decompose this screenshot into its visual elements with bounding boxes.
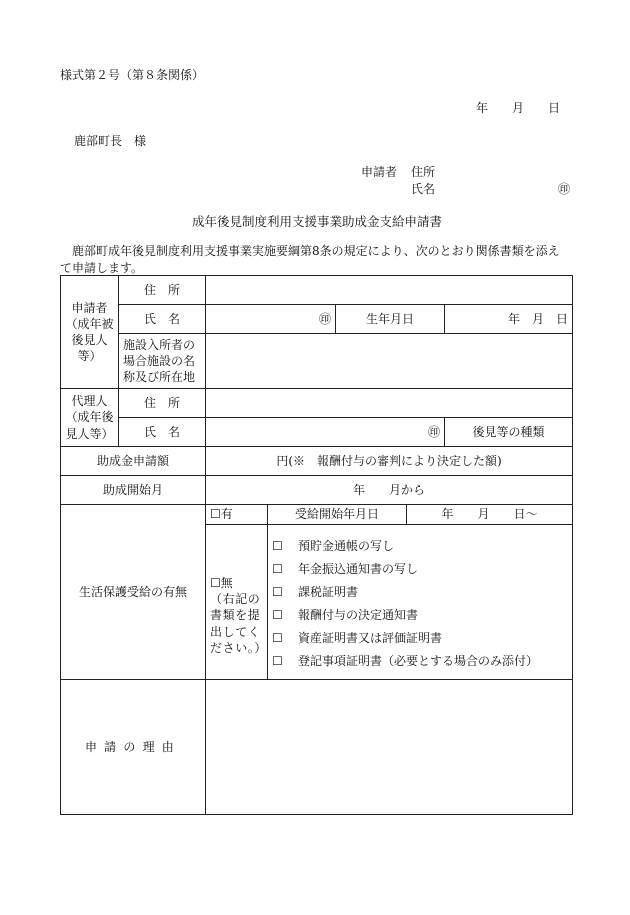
birthdate-placeholder: 年 月 日: [507, 311, 568, 326]
document-item[interactable]: [272, 604, 568, 627]
intro-line-1: 鹿部町成年後見制度利用支援事業実施要綱第8条の規定により、次のとおり関係書類を添え: [72, 244, 560, 258]
document-checkbox[interactable]: ☐: [272, 539, 283, 553]
grant-amount-placeholder: 円(※ 報酬付与の審判により決定した額): [276, 453, 502, 468]
applicant-name-cell-label: 氏 名: [119, 305, 206, 334]
agent-name-cell-label: 氏 名: [119, 418, 206, 447]
start-month-input[interactable]: [206, 476, 573, 505]
applicant-address-label: 住所: [411, 165, 436, 179]
welfare-no-note: （右記の書類を提出してください。）: [210, 592, 268, 655]
grant-amount-label: 助成金申請額: [61, 447, 206, 476]
applicant-address-row: [61, 276, 573, 305]
welfare-no-checkbox[interactable]: ☐無: [210, 576, 233, 590]
birthdate-label: 生年月日: [336, 305, 445, 334]
applicant-name-input[interactable]: [206, 305, 336, 334]
document-checkbox[interactable]: ☐: [272, 562, 283, 576]
agent-name-input[interactable]: [206, 418, 445, 447]
agent-name-row: [61, 418, 573, 447]
welfare-yes-checkbox[interactable]: ☐有: [206, 505, 268, 525]
document-item[interactable]: [272, 627, 568, 650]
document-checkbox[interactable]: ☐: [272, 608, 283, 622]
facility-row: [61, 334, 573, 389]
applicant-address-input[interactable]: [206, 276, 573, 305]
document-checkbox[interactable]: ☐: [272, 585, 283, 599]
birthdate-input[interactable]: [445, 305, 573, 334]
applicant-seal-mark: ㊞: [318, 311, 331, 326]
welfare-label: 生活保護受給の有無: [61, 505, 206, 680]
document-label: 年金振込通知書の写し: [298, 562, 419, 576]
document-checkbox[interactable]: ☐: [272, 654, 283, 668]
document-item[interactable]: [272, 581, 568, 604]
facility-input[interactable]: [206, 334, 573, 389]
document-label: 登記事項証明書（必要とする場合のみ添付）: [298, 654, 539, 668]
grant-amount-row: [61, 447, 573, 476]
applicant-group-label: 申請者（成年被後見人等）: [61, 276, 119, 389]
agent-address-input[interactable]: [206, 389, 573, 418]
required-documents-cell: [268, 525, 573, 680]
welfare-yes-row: [61, 505, 573, 525]
grant-amount-input[interactable]: [206, 447, 573, 476]
addressee: 鹿部町長 様: [74, 134, 147, 148]
document-item[interactable]: [272, 535, 568, 558]
document-item[interactable]: [272, 558, 568, 581]
agent-address-row: [61, 389, 573, 418]
receipt-start-input[interactable]: [407, 505, 573, 525]
form-number: 様式第２号（第８条関係）: [60, 68, 205, 82]
agent-group-label: 代理人（成年後見人等）: [61, 389, 119, 447]
document-title: 成年後見制度利用支援事業助成金支給申請書: [192, 214, 443, 229]
receipt-start-placeholder: 年 月 日～: [441, 507, 538, 522]
applicant-name-label: 氏名: [411, 182, 436, 196]
seal-mark: ㊞: [558, 182, 571, 196]
date-line: 年 月 日: [476, 101, 561, 115]
start-month-row: [61, 476, 573, 505]
agent-address-cell-label: 住 所: [119, 389, 206, 418]
document-checkbox[interactable]: ☐: [272, 631, 283, 645]
reason-input[interactable]: [206, 680, 573, 815]
required-documents-list: [272, 535, 568, 673]
document-label: 預貯金通帳の写し: [298, 539, 395, 553]
applicant-name-row: [61, 305, 573, 334]
reason-label: 申請の理由: [61, 680, 206, 815]
start-month-placeholder: 年 月から: [352, 482, 425, 497]
start-month-label: 助成開始月: [61, 476, 206, 505]
agent-seal-mark: ㊞: [427, 424, 440, 439]
application-table: [60, 275, 573, 815]
applicant-heading: 申請者: [361, 165, 398, 179]
guardianship-type-label: 後見等の種類: [445, 418, 573, 447]
welfare-no-cell: [206, 525, 268, 680]
document-label: 報酬付与の決定通知書: [298, 608, 419, 622]
document-item[interactable]: [272, 650, 568, 673]
document-label: 課税証明書: [298, 585, 359, 599]
intro-line-2: て申請します。: [60, 261, 144, 275]
receipt-start-label: 受給開始年月日: [268, 505, 407, 525]
reason-row: [61, 680, 573, 815]
facility-label: 施設入所者の場合施設の名称及び所在地: [119, 334, 206, 389]
document-label: 資産証明書又は評価証明書: [298, 631, 443, 645]
applicant-address-cell-label: 住 所: [119, 276, 206, 305]
